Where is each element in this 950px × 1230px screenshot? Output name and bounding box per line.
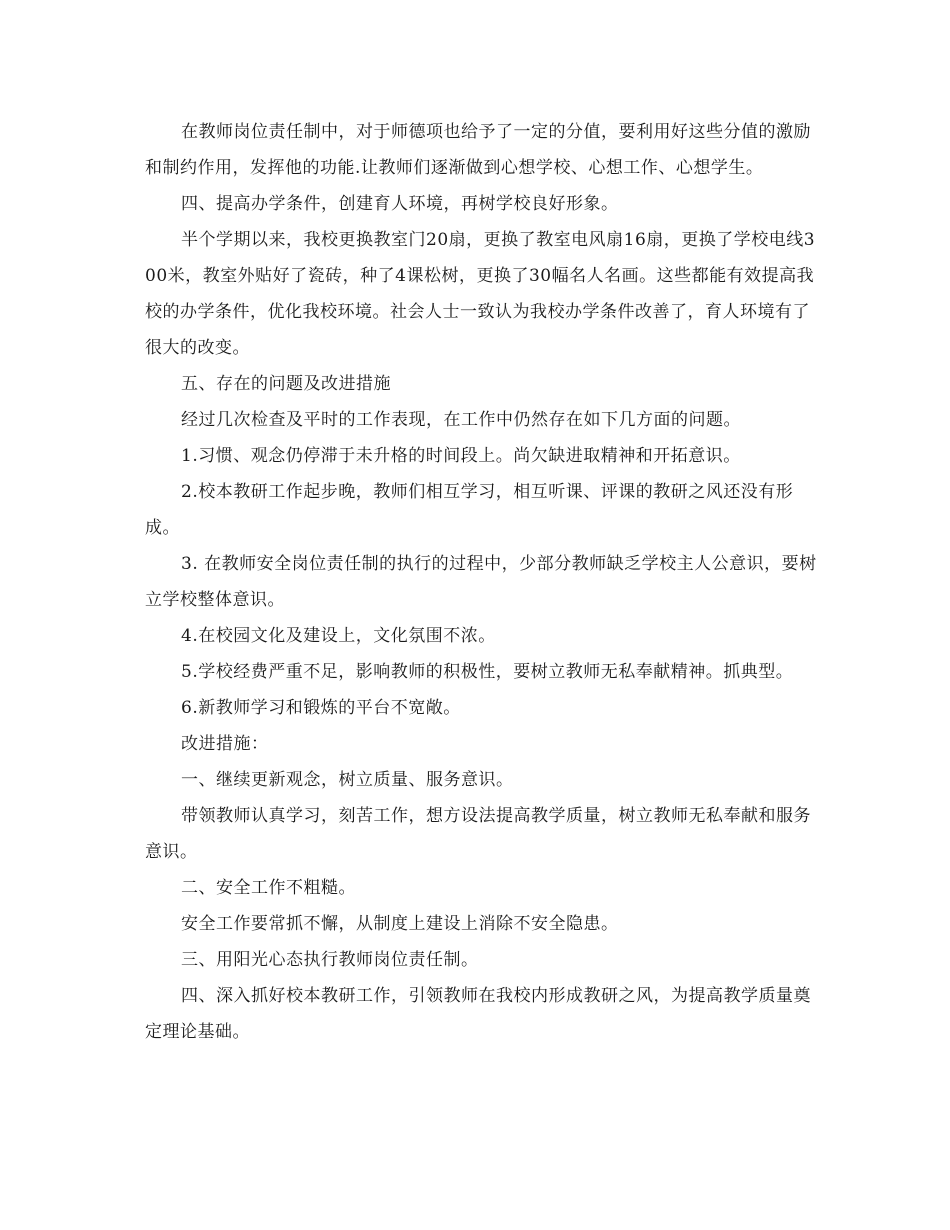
document-body — [145, 114, 825, 1050]
section-heading: 二、安全工作不粗糙。 — [181, 878, 356, 898]
list-item: 2.校本教研工作起步晚，教师们相互学习，相互听课、评课的教研之风还没有形成。 — [145, 482, 794, 538]
subsection-heading: 改进措施： — [181, 734, 269, 754]
list-item: 1.习惯、观念仍停滞于未升格的时间段上。尚欠缺进取精神和开拓意识。 — [181, 446, 741, 466]
section-heading: 一、继续更新观念，树立质量、服务意识。 — [181, 770, 514, 790]
list-item: 6.新教师学习和锻炼的平台不宽敞。 — [181, 698, 461, 718]
list-item: 5.学校经费严重不足，影响教师的积极性，要树立教师无私奉献精神。抓典型。 — [181, 662, 794, 682]
list-item: 4.在校园文化及建设上，文化氛围不浓。 — [181, 626, 496, 646]
paragraph: 带领教师认真学习，刻苦工作，想方设法提高教学质量，树立教师无私奉献和服务意识。 — [145, 806, 811, 862]
paragraph: 经过几次检查及平时的工作表现，在工作中仍然存在如下几方面的问题。 — [181, 410, 741, 430]
section-heading: 五、存在的问题及改进措施 — [181, 374, 391, 394]
paragraph: 在教师岗位责任制中，对于师德项也给予了一定的分值，要利用好这些分值的激励和制约作用，发挥他的功能.让教师们逐渐做到心想学校、心想工作、心想学生。 — [145, 122, 811, 178]
section-heading: 四、提高办学条件，创建育人环境，再树学校良好形象。 — [181, 194, 619, 214]
paragraph: 安全工作要常抓不懈，从制度上建设上消除不安全隐患。 — [181, 914, 619, 934]
section-heading: 四、深入抓好校本教研工作，引领教师在我校内形成教研之风，为提高教学质量奠定理论基础。 — [145, 986, 811, 1042]
paragraph: 半个学期以来，我校更换教室门20扇，更换了教室电风扇16扇，更换了学校电线300米，教室外贴好了瓷砖，种了4课松树，更换了30幅名人名画。这些都能有效提高我校的办学条件，优化我校环境。社会人士一致认为我校办学条件改善了，育人环境有了很大的改变。 — [145, 230, 816, 358]
section-heading: 三、用阳光心态执行教师岗位责任制。 — [181, 950, 479, 970]
list-item: 3. 在教师安全岗位责任制的执行的过程中，少部分教师缺乏学校主人公意识，要树立学校整体意识。 — [145, 554, 817, 610]
